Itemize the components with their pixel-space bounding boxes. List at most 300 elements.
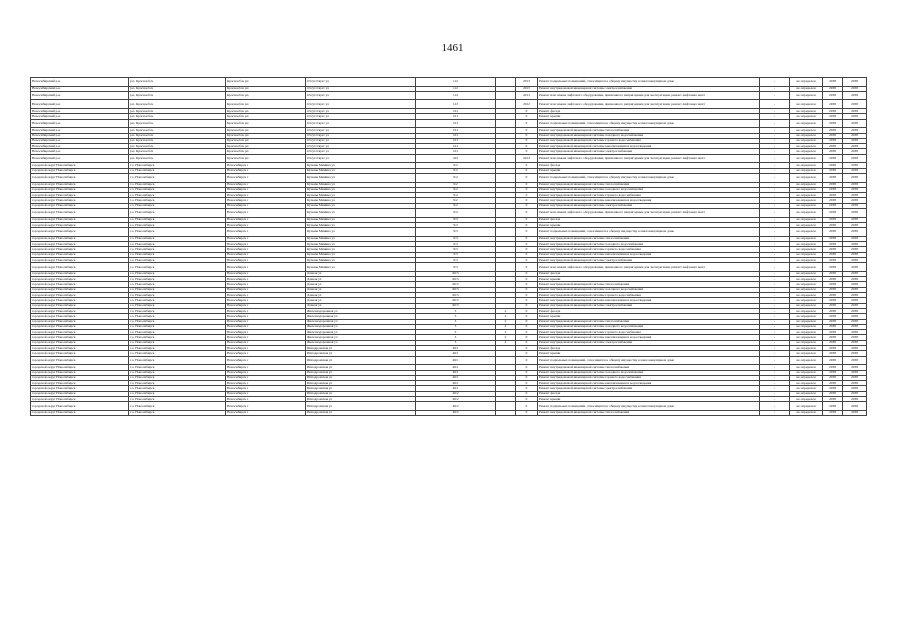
street-cell: Отсутствует ул bbox=[306, 91, 416, 100]
settlement-cell: г.о. Новосибирск bbox=[129, 410, 226, 415]
street-cell: Дачная ул bbox=[306, 303, 416, 308]
plan-year-start-cell: 2038 bbox=[823, 91, 843, 100]
settlement-cell: г.о. Новосибирск bbox=[129, 370, 226, 375]
locality-cell: Новосибирск г bbox=[226, 163, 306, 168]
commission-year-cell: 0 bbox=[516, 187, 538, 192]
settlement-cell: г.о. Новосибирск bbox=[129, 203, 226, 208]
settlement-cell: р.п. Краснообск bbox=[129, 133, 226, 138]
plan-year-end-cell: 2038 bbox=[843, 168, 867, 173]
building-cell: 2 bbox=[496, 314, 516, 319]
commission-year-cell: 2012 bbox=[516, 100, 538, 109]
house-cell: 66/3 bbox=[416, 271, 496, 276]
district-cell: городской округ Новосибирск bbox=[31, 217, 129, 222]
work-type-cell: Ремонт подвальных помещений, относящихся к общему имуществу в многоквартирном доме bbox=[538, 402, 760, 411]
work-type-cell: Ремонт внутридомовой инженерной системы канализования и водоотведения bbox=[538, 335, 760, 340]
plan-year-start-cell: 2038 bbox=[823, 154, 843, 163]
street-cell: Кузьмы Минина ул bbox=[306, 222, 416, 227]
status-cell: не определен bbox=[790, 91, 823, 100]
commission-year-cell: 0 bbox=[516, 209, 538, 218]
settlement-cell: р.п. Краснообск bbox=[129, 109, 226, 114]
district-cell: городской округ Новосибирск bbox=[31, 335, 129, 340]
street-cell: Дачная ул bbox=[306, 293, 416, 298]
status-cell: не определен bbox=[790, 330, 823, 335]
work-type-cell: Ремонт внутридомовой инженерной системы горячего водоснабжения bbox=[538, 293, 760, 298]
plan-year-start-cell: 2038 bbox=[823, 182, 843, 187]
plan-year-end-cell: 2038 bbox=[843, 277, 867, 282]
locality-cell: Краснообск рп bbox=[226, 144, 306, 149]
district-cell: городской округ Новосибирск bbox=[31, 391, 129, 396]
plan-year-start-cell: 2038 bbox=[823, 187, 843, 192]
district-cell: городской округ Новосибирск bbox=[31, 340, 129, 345]
plan-year-end-cell: 2038 bbox=[843, 410, 867, 415]
plan-year-start-cell: 2038 bbox=[823, 222, 843, 227]
commission-year-cell: 0 bbox=[516, 217, 538, 222]
locality-cell: Новосибирск г bbox=[226, 298, 306, 303]
commission-year-cell: 0 bbox=[516, 128, 538, 133]
work-type-cell: Ремонт фасада bbox=[538, 271, 760, 276]
work-type-cell: Ремонт внутридомовой инженерной системы электроснабжения bbox=[538, 86, 760, 91]
district-cell: городской округ Новосибирск bbox=[31, 397, 129, 402]
plan-year-start-cell: 2038 bbox=[823, 346, 843, 351]
plan-year-start-cell: 2038 bbox=[823, 397, 843, 402]
house-cell: 49/1 bbox=[416, 356, 496, 365]
work-type-cell: Ремонт внутридомовой инженерной системы канализования и водоотведения bbox=[538, 298, 760, 303]
plan-year-end-cell: 2038 bbox=[843, 252, 867, 257]
plan-year-end-cell: 2038 bbox=[843, 324, 867, 329]
work-type-cell: Ремонт фасада bbox=[538, 109, 760, 114]
locality-cell: Краснообск рп bbox=[226, 119, 306, 128]
house-cell: 112 bbox=[416, 91, 496, 100]
house-cell: 101 bbox=[416, 138, 496, 143]
district-cell: Новосибирский р-н bbox=[31, 114, 129, 119]
plan-year-end-cell: 2038 bbox=[843, 257, 867, 262]
status-cell: не определен bbox=[790, 277, 823, 282]
district-cell: городской округ Новосибирск bbox=[31, 381, 129, 386]
plan-year-end-cell: 2038 bbox=[843, 114, 867, 119]
status-cell: не определен bbox=[790, 257, 823, 262]
cost-cell: - bbox=[760, 282, 790, 287]
house-cell: 9/2 bbox=[416, 168, 496, 173]
locality-cell: Новосибирск г bbox=[226, 277, 306, 282]
house-cell: 9/2 bbox=[416, 203, 496, 208]
table-row bbox=[31, 410, 867, 415]
work-type-cell: Ремонт внутридомовой инженерной системы горячего водоснабжения bbox=[538, 247, 760, 252]
cost-cell: - bbox=[760, 168, 790, 173]
plan-year-start-cell: 2038 bbox=[823, 100, 843, 109]
work-type-cell: Ремонт внутридомовой инженерной системы теплоснабжения bbox=[538, 365, 760, 370]
cost-cell: - bbox=[760, 209, 790, 218]
locality-cell: Новосибирск г bbox=[226, 397, 306, 402]
settlement-cell: г.о. Новосибирск bbox=[129, 381, 226, 386]
locality-cell: Новосибирск г bbox=[226, 287, 306, 292]
house-cell: 3 bbox=[416, 308, 496, 313]
plan-year-start-cell: 2038 bbox=[823, 119, 843, 128]
commission-year-cell: 0 bbox=[516, 410, 538, 415]
locality-cell: Краснообск рп bbox=[226, 138, 306, 143]
work-type-cell: Ремонт внутридомовой инженерной системы теплоснабжения bbox=[538, 236, 760, 241]
cost-cell: - bbox=[760, 91, 790, 100]
district-cell: городской округ Новосибирск bbox=[31, 203, 129, 208]
settlement-cell: г.о. Новосибирск bbox=[129, 217, 226, 222]
district-cell: городской округ Новосибирск bbox=[31, 402, 129, 411]
work-type-cell: Ремонт внутридомовой инженерной системы горячего водоснабжения bbox=[538, 330, 760, 335]
plan-year-end-cell: 2038 bbox=[843, 109, 867, 114]
building-cell bbox=[496, 173, 516, 182]
work-type-cell: Ремонт внутридомовой инженерной системы электроснабжения bbox=[538, 340, 760, 345]
commission-year-cell: 0 bbox=[516, 365, 538, 370]
table-body bbox=[31, 78, 867, 416]
house-cell: 49/2 bbox=[416, 402, 496, 411]
building-cell: 2 bbox=[496, 308, 516, 313]
status-cell: не определен bbox=[790, 222, 823, 227]
plan-year-start-cell: 2038 bbox=[823, 203, 843, 208]
status-cell: не определен bbox=[790, 144, 823, 149]
plan-year-end-cell: 2038 bbox=[843, 340, 867, 345]
street-cell: Кузьмы Минина ул bbox=[306, 257, 416, 262]
locality-cell: Новосибирск г bbox=[226, 293, 306, 298]
settlement-cell: г.о. Новосибирск bbox=[129, 346, 226, 351]
commission-year-cell: 0 bbox=[516, 282, 538, 287]
plan-year-start-cell: 2038 bbox=[823, 356, 843, 365]
status-cell: не определен bbox=[790, 133, 823, 138]
district-cell: городской округ Новосибирск bbox=[31, 365, 129, 370]
commission-year-cell: 0 bbox=[516, 228, 538, 237]
cost-cell: - bbox=[760, 308, 790, 313]
district-cell: городской округ Новосибирск bbox=[31, 330, 129, 335]
status-cell: не определен bbox=[790, 365, 823, 370]
plan-year-start-cell: 2038 bbox=[823, 351, 843, 356]
district-cell: городской округ Новосибирск bbox=[31, 324, 129, 329]
plan-year-start-cell: 2038 bbox=[823, 173, 843, 182]
commission-year-cell: 0 bbox=[516, 375, 538, 380]
commission-year-cell: 0 bbox=[516, 330, 538, 335]
house-cell: 49/2 bbox=[416, 397, 496, 402]
house-cell: 9/2 bbox=[416, 209, 496, 218]
settlement-cell: г.о. Новосибирск bbox=[129, 324, 226, 329]
work-type-cell: Ремонт подвальных помещений, относящихся к общему имуществу в многоквартирном доме bbox=[538, 119, 760, 128]
settlement-cell: г.о. Новосибирск bbox=[129, 308, 226, 313]
district-cell: Новосибирский р-н bbox=[31, 144, 129, 149]
house-cell: 49/1 bbox=[416, 351, 496, 356]
locality-cell: Новосибирск г bbox=[226, 370, 306, 375]
settlement-cell: г.о. Новосибирск bbox=[129, 271, 226, 276]
settlement-cell: г.о. Новосибирск bbox=[129, 298, 226, 303]
cost-cell: - bbox=[760, 128, 790, 133]
plan-year-end-cell: 2038 bbox=[843, 335, 867, 340]
cost-cell: - bbox=[760, 391, 790, 396]
locality-cell: Новосибирск г bbox=[226, 340, 306, 345]
commission-year-cell: 0 bbox=[516, 277, 538, 282]
street-cell: Кузьмы Минина ул bbox=[306, 168, 416, 173]
cost-cell: - bbox=[760, 330, 790, 335]
house-cell: 49/1 bbox=[416, 346, 496, 351]
status-cell: не определен bbox=[790, 375, 823, 380]
locality-cell: Краснообск рп bbox=[226, 154, 306, 163]
plan-year-start-cell: 2038 bbox=[823, 293, 843, 298]
status-cell: не определен bbox=[790, 335, 823, 340]
work-type-cell: Ремонт подвальных помещений, относящихся к общему имуществу в многоквартирном доме bbox=[538, 356, 760, 365]
plan-year-end-cell: 2038 bbox=[843, 370, 867, 375]
locality-cell: Новосибирск г bbox=[226, 346, 306, 351]
status-cell: не определен bbox=[790, 308, 823, 313]
status-cell: не определен bbox=[790, 193, 823, 198]
cost-cell: - bbox=[760, 351, 790, 356]
house-cell: 9/3 bbox=[416, 217, 496, 222]
table-row bbox=[31, 402, 867, 411]
plan-year-start-cell: 2038 bbox=[823, 242, 843, 247]
status-cell: не определен bbox=[790, 173, 823, 182]
plan-year-start-cell: 2038 bbox=[823, 263, 843, 272]
cost-cell: - bbox=[760, 314, 790, 319]
house-cell: 9/2 bbox=[416, 193, 496, 198]
commission-year-cell: 0 bbox=[516, 138, 538, 143]
plan-year-end-cell: 2038 bbox=[843, 346, 867, 351]
plan-year-end-cell: 2038 bbox=[843, 271, 867, 276]
house-cell: 66/3 bbox=[416, 282, 496, 287]
locality-cell: Новосибирск г bbox=[226, 303, 306, 308]
street-cell: Кузьмы Минина ул bbox=[306, 173, 416, 182]
locality-cell: Новосибирск г bbox=[226, 410, 306, 415]
work-type-cell: Ремонт внутридомовой инженерной системы холодного водоснабжения bbox=[538, 287, 760, 292]
plan-year-start-cell: 2038 bbox=[823, 252, 843, 257]
work-type-cell: Ремонт внутридомовой инженерной системы холодного водоснабжения bbox=[538, 324, 760, 329]
table-row bbox=[31, 209, 867, 218]
street-cell: Кузьмы Минина ул bbox=[306, 236, 416, 241]
plan-year-end-cell: 2038 bbox=[843, 163, 867, 168]
street-cell: Кузьмы Минина ул bbox=[306, 203, 416, 208]
district-cell: Новосибирский р-н bbox=[31, 133, 129, 138]
district-cell: городской округ Новосибирск bbox=[31, 252, 129, 257]
cost-cell: - bbox=[760, 182, 790, 187]
commission-year-cell: 0 bbox=[516, 386, 538, 391]
building-cell bbox=[496, 119, 516, 128]
building-cell bbox=[496, 100, 516, 109]
plan-year-end-cell: 2038 bbox=[843, 228, 867, 237]
work-type-cell: Ремонт или замена лифтового оборудования, признанного непригодным для эксплуатации, ремонт лифтовых шахт bbox=[538, 91, 760, 100]
district-cell: городской округ Новосибирск bbox=[31, 319, 129, 324]
house-cell: 49/2 bbox=[416, 391, 496, 396]
street-cell: Кузьмы Минина ул bbox=[306, 242, 416, 247]
street-cell: Отсутствует ул bbox=[306, 133, 416, 138]
settlement-cell: р.п. Краснообск bbox=[129, 78, 226, 87]
plan-year-end-cell: 2038 bbox=[843, 298, 867, 303]
settlement-cell: р.п. Краснообск bbox=[129, 144, 226, 149]
locality-cell: Новосибирск г bbox=[226, 335, 306, 340]
house-cell: 101 bbox=[416, 144, 496, 149]
street-cell: Отсутствует ул bbox=[306, 78, 416, 87]
district-cell: городской округ Новосибирск bbox=[31, 263, 129, 272]
settlement-cell: р.п. Краснообск bbox=[129, 154, 226, 163]
table-row bbox=[31, 228, 867, 237]
commission-year-cell: 0 bbox=[516, 242, 538, 247]
cost-cell: - bbox=[760, 236, 790, 241]
locality-cell: Краснообск рп bbox=[226, 86, 306, 91]
locality-cell: Новосибирск г bbox=[226, 168, 306, 173]
street-cell: Дачная ул bbox=[306, 287, 416, 292]
plan-year-start-cell: 2038 bbox=[823, 149, 843, 154]
settlement-cell: г.о. Новосибирск bbox=[129, 222, 226, 227]
house-cell: 112 bbox=[416, 78, 496, 87]
district-cell: городской округ Новосибирск bbox=[31, 271, 129, 276]
settlement-cell: р.п. Краснообск bbox=[129, 149, 226, 154]
district-cell: Новосибирский р-н bbox=[31, 154, 129, 163]
district-cell: городской округ Новосибирск bbox=[31, 193, 129, 198]
district-cell: Новосибирский р-н bbox=[31, 119, 129, 128]
work-type-cell: Ремонт внутридомовой инженерной системы электроснабжения bbox=[538, 386, 760, 391]
street-cell: Отсутствует ул bbox=[306, 154, 416, 163]
plan-year-end-cell: 2038 bbox=[843, 100, 867, 109]
plan-year-start-cell: 2038 bbox=[823, 277, 843, 282]
street-cell: Кузьмы Минина ул bbox=[306, 198, 416, 203]
work-type-cell: Ремонт или замена лифтового оборудования, признанного непригодным для эксплуатации, ремонт лифтовых шахт bbox=[538, 154, 760, 163]
cost-cell: - bbox=[760, 149, 790, 154]
plan-year-end-cell: 2038 bbox=[843, 381, 867, 386]
locality-cell: Новосибирск г bbox=[226, 365, 306, 370]
work-type-cell: Ремонт внутридомовой инженерной системы теплоснабжения bbox=[538, 319, 760, 324]
plan-year-end-cell: 2038 bbox=[843, 138, 867, 143]
settlement-cell: р.п. Краснообск bbox=[129, 119, 226, 128]
locality-cell: Новосибирск г bbox=[226, 257, 306, 262]
plan-year-start-cell: 2038 bbox=[823, 138, 843, 143]
locality-cell: Краснообск рп bbox=[226, 100, 306, 109]
work-type-cell: Ремонт внутридомовой инженерной системы горячего водоснабжения bbox=[538, 138, 760, 143]
house-cell: 101 bbox=[416, 149, 496, 154]
status-cell: не определен bbox=[790, 391, 823, 396]
street-cell: Кузьмы Минина ул bbox=[306, 263, 416, 272]
status-cell: не определен bbox=[790, 138, 823, 143]
street-cell: Дачная ул bbox=[306, 282, 416, 287]
street-cell: Железнодорожная ул bbox=[306, 340, 416, 345]
district-cell: Новосибирский р-н bbox=[31, 109, 129, 114]
table-row bbox=[31, 78, 867, 87]
plan-year-start-cell: 2038 bbox=[823, 330, 843, 335]
commission-year-cell: 0 bbox=[516, 149, 538, 154]
status-cell: не определен bbox=[790, 114, 823, 119]
street-cell: Дачная ул bbox=[306, 271, 416, 276]
commission-year-cell: 0 bbox=[516, 397, 538, 402]
street-cell: Кузьмы Минина ул bbox=[306, 193, 416, 198]
house-cell: 9/3 bbox=[416, 252, 496, 257]
settlement-cell: г.о. Новосибирск bbox=[129, 397, 226, 402]
work-type-cell: Ремонт внутридомовой инженерной системы электроснабжения bbox=[538, 149, 760, 154]
plan-year-start-cell: 2038 bbox=[823, 324, 843, 329]
district-cell: городской округ Новосибирск bbox=[31, 222, 129, 227]
settlement-cell: р.п. Краснообск bbox=[129, 100, 226, 109]
plan-year-end-cell: 2038 bbox=[843, 86, 867, 91]
locality-cell: Новосибирск г bbox=[226, 236, 306, 241]
work-type-cell: Ремонт внутридомовой инженерной системы канализования и водоотведения bbox=[538, 252, 760, 257]
plan-year-start-cell: 2038 bbox=[823, 271, 843, 276]
cost-cell: - bbox=[760, 217, 790, 222]
building-cell bbox=[496, 154, 516, 163]
street-cell: Ипподромская ул bbox=[306, 386, 416, 391]
status-cell: не определен bbox=[790, 397, 823, 402]
cost-cell: - bbox=[760, 100, 790, 109]
cost-cell: - bbox=[760, 277, 790, 282]
cost-cell: - bbox=[760, 340, 790, 345]
settlement-cell: г.о. Новосибирск bbox=[129, 314, 226, 319]
work-type-cell: Ремонт подвальных помещений, относящихся к общему имуществу в многоквартирном доме bbox=[538, 173, 760, 182]
work-type-cell: Ремонт фасада bbox=[538, 217, 760, 222]
street-cell: Железнодорожная ул bbox=[306, 330, 416, 335]
plan-year-start-cell: 2038 bbox=[823, 247, 843, 252]
settlement-cell: г.о. Новосибирск bbox=[129, 351, 226, 356]
work-type-cell: Ремонт крыши bbox=[538, 397, 760, 402]
cost-cell: - bbox=[760, 397, 790, 402]
cost-cell: - bbox=[760, 293, 790, 298]
locality-cell: Новосибирск г bbox=[226, 173, 306, 182]
status-cell: не определен bbox=[790, 242, 823, 247]
cost-cell: - bbox=[760, 346, 790, 351]
status-cell: не определен bbox=[790, 298, 823, 303]
cost-cell: - bbox=[760, 187, 790, 192]
locality-cell: Краснообск рп bbox=[226, 91, 306, 100]
commission-year-cell: 0 bbox=[516, 119, 538, 128]
house-cell: 9/2 bbox=[416, 173, 496, 182]
house-cell: 3 bbox=[416, 324, 496, 329]
locality-cell: Новосибирск г bbox=[226, 228, 306, 237]
locality-cell: Новосибирск г bbox=[226, 391, 306, 396]
building-cell: 2 bbox=[496, 324, 516, 329]
settlement-cell: г.о. Новосибирск bbox=[129, 330, 226, 335]
street-cell: Ипподромская ул bbox=[306, 402, 416, 411]
status-cell: не определен bbox=[790, 340, 823, 345]
work-type-cell: Ремонт крыши bbox=[538, 351, 760, 356]
building-cell: 2 bbox=[496, 340, 516, 345]
locality-cell: Новосибирск г bbox=[226, 247, 306, 252]
status-cell: не определен bbox=[790, 198, 823, 203]
district-cell: городской округ Новосибирск bbox=[31, 277, 129, 282]
locality-cell: Новосибирск г bbox=[226, 319, 306, 324]
house-cell: 9/3 bbox=[416, 236, 496, 241]
plan-year-start-cell: 2038 bbox=[823, 365, 843, 370]
settlement-cell: г.о. Новосибирск bbox=[129, 365, 226, 370]
work-type-cell: Ремонт внутридомовой инженерной системы теплоснабжения bbox=[538, 128, 760, 133]
commission-year-cell: 0 bbox=[516, 114, 538, 119]
street-cell: Ипподромская ул bbox=[306, 381, 416, 386]
plan-year-start-cell: 2038 bbox=[823, 128, 843, 133]
street-cell: Кузьмы Минина ул bbox=[306, 252, 416, 257]
plan-year-end-cell: 2038 bbox=[843, 386, 867, 391]
locality-cell: Новосибирск г bbox=[226, 308, 306, 313]
house-cell: 113 bbox=[416, 100, 496, 109]
commission-year-cell: 0 bbox=[516, 340, 538, 345]
plan-year-end-cell: 2038 bbox=[843, 314, 867, 319]
plan-year-end-cell: 2038 bbox=[843, 293, 867, 298]
status-cell: не определен bbox=[790, 109, 823, 114]
house-cell: 101 bbox=[416, 109, 496, 114]
commission-year-cell: 0 bbox=[516, 173, 538, 182]
district-cell: городской округ Новосибирск bbox=[31, 236, 129, 241]
street-cell: Ипподромская ул bbox=[306, 346, 416, 351]
settlement-cell: г.о. Новосибирск bbox=[129, 247, 226, 252]
street-cell: Отсутствует ул bbox=[306, 128, 416, 133]
commission-year-cell: 0 bbox=[516, 335, 538, 340]
work-type-cell: Ремонт внутридомовой инженерной системы электроснабжения bbox=[538, 257, 760, 262]
street-cell: Ипподромская ул bbox=[306, 410, 416, 415]
commission-year-cell: 0 bbox=[516, 314, 538, 319]
status-cell: не определен bbox=[790, 319, 823, 324]
work-type-cell: Ремонт фасада bbox=[538, 308, 760, 313]
locality-cell: Новосибирск г bbox=[226, 324, 306, 329]
cost-cell: - bbox=[760, 252, 790, 257]
plan-year-start-cell: 2038 bbox=[823, 282, 843, 287]
work-type-cell: Ремонт фасада bbox=[538, 391, 760, 396]
house-cell: 9/3 bbox=[416, 222, 496, 227]
commission-year-cell: 0 bbox=[516, 391, 538, 396]
house-cell: 3 bbox=[416, 335, 496, 340]
district-cell: Новосибирский р-н bbox=[31, 100, 129, 109]
